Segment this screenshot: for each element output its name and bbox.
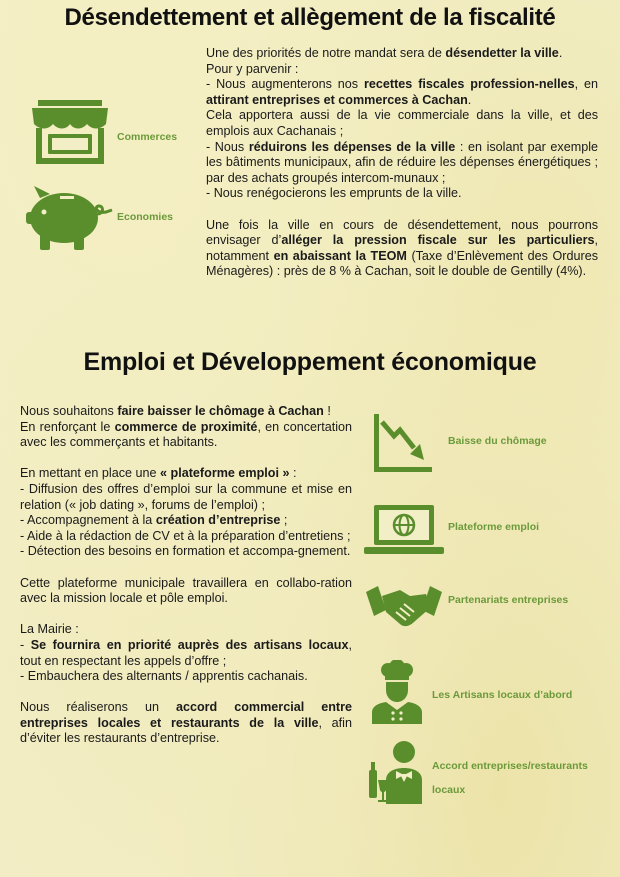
paragraph: - Diffusion des offres d’emploi sur la commune et mise en relation (« job dating », forums de l’emploi) ;	[20, 481, 352, 512]
section2-text	[20, 404, 352, 747]
label-artisans: Les Artisans locaux d’abord	[432, 689, 573, 701]
label-plateforme-emploi: Plateforme emploi	[448, 521, 540, 533]
waiter-icon	[366, 740, 428, 804]
paragraph: - Nous augmenterons nos recettes fiscales profession-nelles, en attirant entreprises et commerces à Cachan.	[206, 77, 598, 107]
label-baisse-chomage: Baisse du chômage	[448, 435, 547, 447]
declining-chart-icon	[372, 412, 434, 474]
paragraph: - Se fournira en priorité auprès des artisans locaux, tout en respectant les appels d’offre ;	[20, 637, 352, 668]
paragraph: - Détection des besoins en formation et accompa-gnement.	[20, 544, 351, 559]
label-accord-2: locaux	[432, 784, 466, 796]
paragraph: Cela apportera aussi de la vie commerciale dans la ville, et des emplois aux Cachanais ;	[206, 108, 598, 138]
label-commerces: Commerces	[117, 131, 178, 143]
paragraph: Nous souhaitons faire baisser le chômage à Cachan !	[20, 404, 331, 418]
label-economies: Economies	[117, 211, 174, 223]
section1-text	[206, 46, 598, 280]
paragraph: En renforçant le commerce de proximité, en concertation avec les commerçants et habitants.	[20, 419, 353, 450]
piggy-bank-icon	[24, 184, 114, 254]
label-partenariats: Partenariats entreprises	[448, 594, 569, 606]
paragraph: - Aide à la rédaction de CV et à la préparation d’entretiens ;	[20, 528, 351, 543]
paragraph: - Nous renégocierons les emprunts de la ville.	[206, 186, 462, 201]
section-title-desendettement: Désendettement et allègement de la fiscalité	[64, 4, 556, 31]
paragraph: Cette plateforme municipale travaillera en collabo-ration avec la mission locale et pôle emploi.	[20, 575, 352, 606]
paragraph: Une fois la ville en cours de désendettement, nous pourrons envisager d’alléger la pression fiscale sur les particuliers, notamment en abaissant la TEOM (Taxe d’Enlèvement des Ordures Ménagères) : près de 8 % à Cachan, soit le double de Gentilly (4%).	[206, 217, 598, 279]
paragraph: La Mairie :	[20, 622, 79, 637]
chef-icon	[370, 660, 424, 724]
section-title-emploi: Emploi et Développement économique	[83, 348, 537, 376]
paragraph: - Embauchera des alternants / apprentis cachanais.	[20, 669, 308, 684]
handshake-icon	[366, 584, 442, 632]
paragraph: En mettant en place une « plateforme emploi » :	[20, 466, 297, 481]
paragraph: - Nous réduirons les dépenses de la ville : en isolant par exemple les bâtiments municipaux, afin de réduire les dépenses énergétiques ; par des achats groupés intercom-munaux ;	[206, 139, 598, 185]
label-accord: Accord entreprises/restaurants	[432, 760, 588, 772]
paragraph: Nous réaliserons un accord commercial entre entreprises locales et restaurants de la ville, afin d’éviter les restaurants d’entreprise.	[20, 700, 352, 746]
storefront-icon	[30, 100, 110, 166]
paragraph: Pour y parvenir :	[206, 61, 299, 76]
paragraph: Une des priorités de notre mandat sera de désendetter la ville.	[206, 46, 563, 60]
laptop-globe-icon	[364, 503, 444, 557]
paragraph: - Accompagnement à la création d’entreprise ;	[20, 513, 288, 528]
